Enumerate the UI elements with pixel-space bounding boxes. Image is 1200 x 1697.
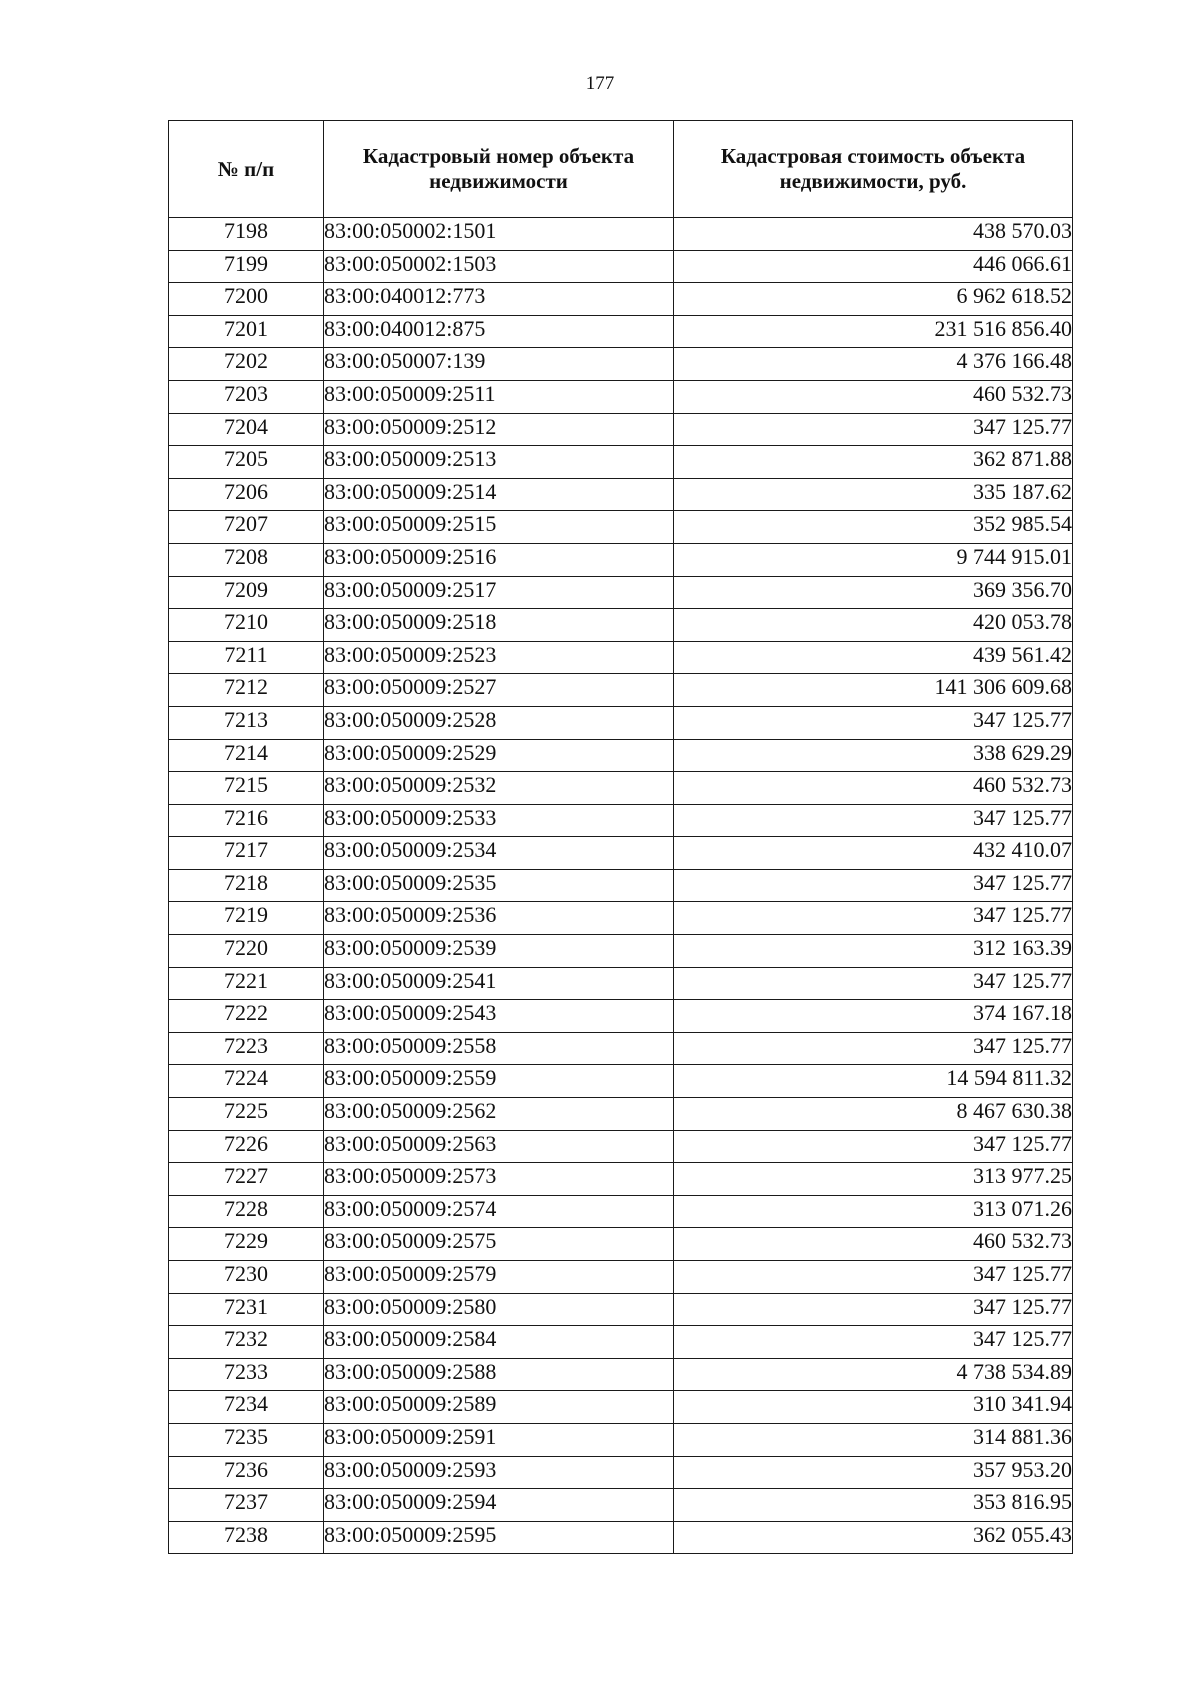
row-number: 7209 [169, 576, 324, 609]
row-number: 7216 [169, 804, 324, 837]
cadastral-value-cell: 439 561.42 [674, 641, 1073, 674]
page-number: 177 [585, 73, 615, 94]
table-row [169, 1261, 1073, 1294]
row-number: 7237 [169, 1489, 324, 1522]
cadastral-value-cell: 347 125.77 [674, 804, 1073, 837]
table-body [169, 218, 1073, 1554]
cadastral-value-cell: 4 738 534.89 [674, 1358, 1073, 1391]
cadastral-value-cell: 141 306 609.68 [674, 674, 1073, 707]
cadastral-number-cell: 83:00:050009:2513 [324, 446, 674, 479]
cadastral-value-cell: 460 532.73 [674, 1228, 1073, 1261]
cadastral-number-cell: 83:00:050009:2562 [324, 1098, 674, 1131]
row-number: 7222 [169, 1000, 324, 1033]
row-number: 7217 [169, 837, 324, 870]
cadastral-value-cell: 8 467 630.38 [674, 1098, 1073, 1131]
cadastral-value-cell: 347 125.77 [674, 1261, 1073, 1294]
cadastral-number-cell: 83:00:050009:2595 [324, 1521, 674, 1554]
cadastral-value-cell: 374 167.18 [674, 1000, 1073, 1033]
cadastral-value-cell: 14 594 811.32 [674, 1065, 1073, 1098]
row-number: 7224 [169, 1065, 324, 1098]
row-number: 7233 [169, 1358, 324, 1391]
header-row [169, 121, 1073, 218]
cadastral-number-cell: 83:00:050009:2514 [324, 478, 674, 511]
row-number: 7229 [169, 1228, 324, 1261]
table-row [169, 380, 1073, 413]
cadastral-value-cell: 347 125.77 [674, 902, 1073, 935]
cadastral-value-cell: 352 985.54 [674, 511, 1073, 544]
cadastral-number-cell: 83:00:050009:2517 [324, 576, 674, 609]
cadastral-number-cell: 83:00:050009:2541 [324, 967, 674, 1000]
row-number: 7205 [169, 446, 324, 479]
table-row [169, 706, 1073, 739]
cadastral-number-cell: 83:00:050009:2533 [324, 804, 674, 837]
row-number: 7226 [169, 1130, 324, 1163]
header-num: № п/п [169, 121, 324, 218]
cadastral-number-cell: 83:00:050009:2591 [324, 1423, 674, 1456]
cadastral-value-cell: 460 532.73 [674, 772, 1073, 805]
cadastral-number-cell: 83:00:050009:2563 [324, 1130, 674, 1163]
cadastral-number-cell: 83:00:050009:2575 [324, 1228, 674, 1261]
cadastral-number-cell: 83:00:050009:2580 [324, 1293, 674, 1326]
cadastral-number-cell: 83:00:050009:2516 [324, 543, 674, 576]
row-number: 7235 [169, 1423, 324, 1456]
table-row [169, 674, 1073, 707]
table-row [169, 609, 1073, 642]
row-number: 7230 [169, 1261, 324, 1294]
table-row [169, 1098, 1073, 1131]
table-row [169, 576, 1073, 609]
cadastral-number-cell: 83:00:050009:2527 [324, 674, 674, 707]
table-row [169, 1032, 1073, 1065]
row-number: 7198 [169, 218, 324, 251]
cadastral-number-cell: 83:00:050009:2579 [324, 1261, 674, 1294]
cadastral-value-cell: 314 881.36 [674, 1423, 1073, 1456]
table-row [169, 1000, 1073, 1033]
cadastral-value-cell: 460 532.73 [674, 380, 1073, 413]
row-number: 7225 [169, 1098, 324, 1131]
cadastral-number-cell: 83:00:050009:2584 [324, 1326, 674, 1359]
cadastral-value-cell: 347 125.77 [674, 413, 1073, 446]
cadastral-number-cell: 83:00:050009:2523 [324, 641, 674, 674]
cadastral-number-cell: 83:00:050009:2589 [324, 1391, 674, 1424]
cadastral-value-cell: 438 570.03 [674, 218, 1073, 251]
table-row [169, 869, 1073, 902]
cadastral-value-cell: 432 410.07 [674, 837, 1073, 870]
cadastral-number-cell: 83:00:050009:2594 [324, 1489, 674, 1522]
table-row [169, 1489, 1073, 1522]
row-number: 7238 [169, 1521, 324, 1554]
row-number: 7214 [169, 739, 324, 772]
table-row [169, 1358, 1073, 1391]
table-row [169, 511, 1073, 544]
row-number: 7218 [169, 869, 324, 902]
row-number: 7228 [169, 1195, 324, 1228]
cadastral-number-cell: 83:00:050009:2534 [324, 837, 674, 870]
cadastral-number-cell: 83:00:050009:2573 [324, 1163, 674, 1196]
cadastral-value-cell: 4 376 166.48 [674, 348, 1073, 381]
cadastral-number-cell: 83:00:050002:1503 [324, 250, 674, 283]
cadastral-number-cell: 83:00:050009:2574 [324, 1195, 674, 1228]
table-row [169, 218, 1073, 251]
cadastral-number-cell: 83:00:050009:2593 [324, 1456, 674, 1489]
cadastral-value-cell: 313 977.25 [674, 1163, 1073, 1196]
row-number: 7215 [169, 772, 324, 805]
cadastral-number-cell: 83:00:040012:875 [324, 315, 674, 348]
cadastral-number-cell: 83:00:050009:2535 [324, 869, 674, 902]
cadastral-number-cell: 83:00:050009:2539 [324, 935, 674, 968]
cadastral-value-cell: 313 071.26 [674, 1195, 1073, 1228]
cadastral-value-cell: 231 516 856.40 [674, 315, 1073, 348]
row-number: 7199 [169, 250, 324, 283]
row-number: 7206 [169, 478, 324, 511]
table-row [169, 1391, 1073, 1424]
cadastral-value-cell: 347 125.77 [674, 1130, 1073, 1163]
table-row [169, 1326, 1073, 1359]
row-number: 7219 [169, 902, 324, 935]
table-row [169, 739, 1073, 772]
table-row [169, 413, 1073, 446]
cadastral-number-cell: 83:00:050009:2543 [324, 1000, 674, 1033]
row-number: 7211 [169, 641, 324, 674]
row-number: 7204 [169, 413, 324, 446]
cadastral-value-cell: 420 053.78 [674, 609, 1073, 642]
row-number: 7213 [169, 706, 324, 739]
table-row [169, 967, 1073, 1000]
cadastral-value-cell: 347 125.77 [674, 1293, 1073, 1326]
table-row [169, 446, 1073, 479]
cadastral-value-cell: 446 066.61 [674, 250, 1073, 283]
row-number: 7210 [169, 609, 324, 642]
cadastral-value-cell: 369 356.70 [674, 576, 1073, 609]
cadastral-value-cell: 6 962 618.52 [674, 283, 1073, 316]
cadastral-number-cell: 83:00:050009:2536 [324, 902, 674, 935]
table-row [169, 1195, 1073, 1228]
row-number: 7203 [169, 380, 324, 413]
cadastral-value-cell: 312 163.39 [674, 935, 1073, 968]
row-number: 7220 [169, 935, 324, 968]
row-number: 7201 [169, 315, 324, 348]
table-row [169, 902, 1073, 935]
table-row [169, 837, 1073, 870]
row-number: 7207 [169, 511, 324, 544]
table-row [169, 804, 1073, 837]
table-row [169, 348, 1073, 381]
header-cadastral-value: Кадастровая стоимость объекта недвижимости, руб. [674, 121, 1073, 218]
cadastral-number-cell: 83:00:050009:2515 [324, 511, 674, 544]
cadastral-value-cell: 357 953.20 [674, 1456, 1073, 1489]
table-header [169, 121, 1073, 218]
table-row [169, 772, 1073, 805]
row-number: 7223 [169, 1032, 324, 1065]
cadastral-number-cell: 83:00:050009:2512 [324, 413, 674, 446]
cadastral-number-cell: 83:00:050002:1501 [324, 218, 674, 251]
cadastral-value-cell: 9 744 915.01 [674, 543, 1073, 576]
cadastral-number-cell: 83:00:050009:2511 [324, 380, 674, 413]
table-row [169, 1423, 1073, 1456]
table-row [169, 283, 1073, 316]
cadastral-value-cell: 353 816.95 [674, 1489, 1073, 1522]
cadastral-number-cell: 83:00:040012:773 [324, 283, 674, 316]
cadastral-number-cell: 83:00:050009:2532 [324, 772, 674, 805]
cadastral-value-cell: 347 125.77 [674, 1032, 1073, 1065]
row-number: 7212 [169, 674, 324, 707]
table-row [169, 1456, 1073, 1489]
table-row [169, 1065, 1073, 1098]
row-number: 7234 [169, 1391, 324, 1424]
cadastral-value-table [168, 120, 1073, 1554]
table-row [169, 935, 1073, 968]
table-row [169, 315, 1073, 348]
table-row [169, 543, 1073, 576]
row-number: 7208 [169, 543, 324, 576]
table-row [169, 250, 1073, 283]
cadastral-number-cell: 83:00:050007:139 [324, 348, 674, 381]
cadastral-number-cell: 83:00:050009:2558 [324, 1032, 674, 1065]
cadastral-number-cell: 83:00:050009:2528 [324, 706, 674, 739]
row-number: 7200 [169, 283, 324, 316]
cadastral-value-cell: 347 125.77 [674, 1326, 1073, 1359]
cadastral-value-cell: 347 125.77 [674, 706, 1073, 739]
row-number: 7232 [169, 1326, 324, 1359]
header-cadastral-number: Кадастровый номер объекта недвижимости [324, 121, 674, 218]
cadastral-value-cell: 362 871.88 [674, 446, 1073, 479]
cadastral-number-cell: 83:00:050009:2529 [324, 739, 674, 772]
row-number: 7231 [169, 1293, 324, 1326]
table-row [169, 1228, 1073, 1261]
table-row [169, 1130, 1073, 1163]
cadastral-value-cell: 362 055.43 [674, 1521, 1073, 1554]
cadastral-value-cell: 347 125.77 [674, 967, 1073, 1000]
cadastral-value-cell: 338 629.29 [674, 739, 1073, 772]
table-row [169, 641, 1073, 674]
table-row [169, 1163, 1073, 1196]
row-number: 7221 [169, 967, 324, 1000]
table-row [169, 1521, 1073, 1554]
cadastral-value-cell: 347 125.77 [674, 869, 1073, 902]
row-number: 7236 [169, 1456, 324, 1489]
table-row [169, 478, 1073, 511]
cadastral-value-cell: 335 187.62 [674, 478, 1073, 511]
cadastral-number-cell: 83:00:050009:2559 [324, 1065, 674, 1098]
cadastral-number-cell: 83:00:050009:2588 [324, 1358, 674, 1391]
row-number: 7227 [169, 1163, 324, 1196]
cadastral-value-cell: 310 341.94 [674, 1391, 1073, 1424]
table-row [169, 1293, 1073, 1326]
cadastral-number-cell: 83:00:050009:2518 [324, 609, 674, 642]
row-number: 7202 [169, 348, 324, 381]
